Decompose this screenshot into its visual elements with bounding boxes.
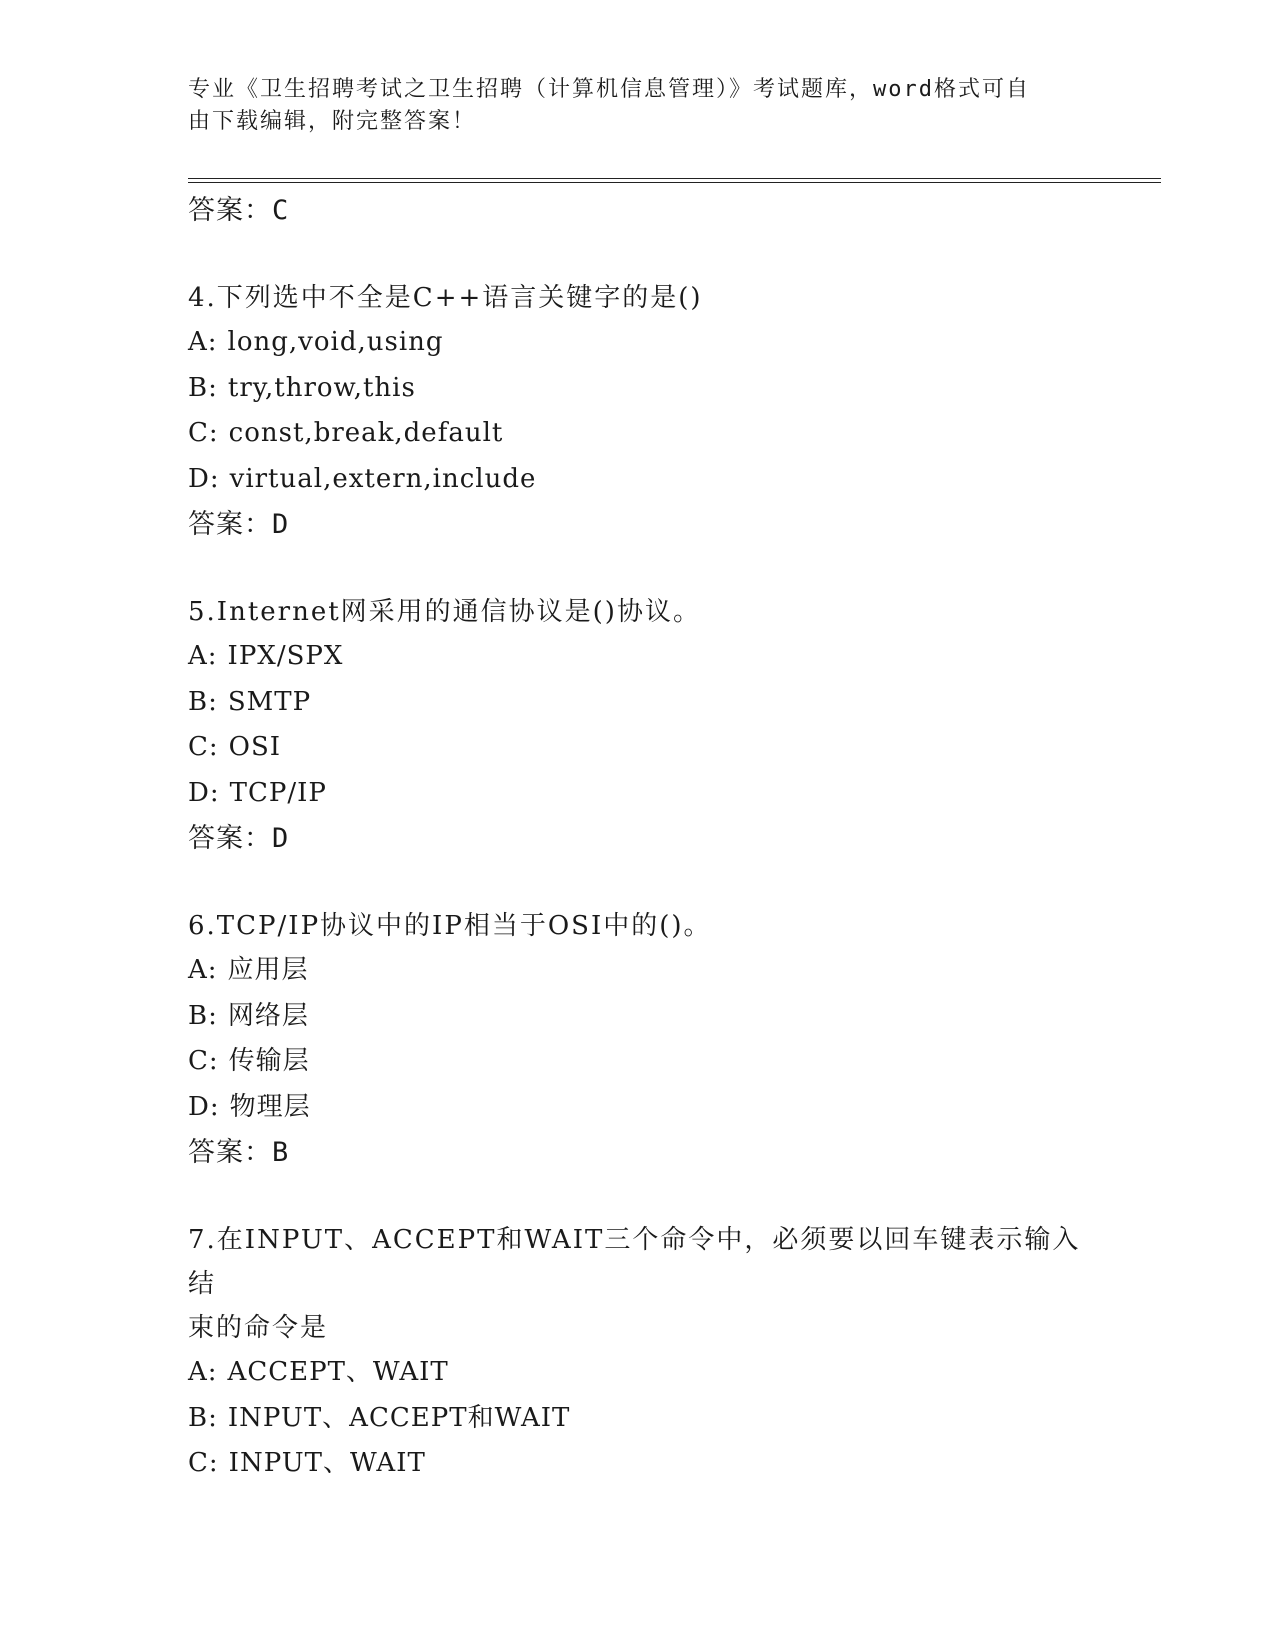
option-key: A [188,641,208,671]
option-key: D [188,777,210,808]
option-key: C [188,732,209,762]
header-line-2: 由下载编辑，附完整答案！ [188,109,477,134]
option-separator: : [209,1091,220,1122]
option-c [188,411,1088,457]
option-separator: : [208,1000,218,1031]
option-separator: : [208,1448,219,1478]
option-text: 应用层 [227,955,309,985]
option-separator: : [209,777,220,808]
option-key: D [188,463,210,494]
option-key: B [188,372,209,403]
option-text: INPUT、WAIT [228,1448,426,1478]
option-text: IPX/SPX [227,641,344,671]
option-key: A [188,955,208,985]
option-d [188,1085,1088,1131]
option-separator: : [208,732,219,762]
option-text: 网络层 [227,1000,309,1031]
option-separator: : [207,641,218,671]
question-list [188,188,1088,1487]
option-text: try,throw,this [227,372,416,403]
option-key: C [188,1046,209,1076]
option-c [188,1441,1088,1487]
option-separator: : [207,1357,218,1387]
option-text: 传输层 [228,1046,310,1076]
option-key: B [188,686,209,717]
question-stem: 4.下列选中不全是C++语言关键字的是() [188,283,703,313]
option-c [188,1039,1088,1085]
option-text: long,void,using [227,327,444,357]
answer-line: 答案：D [188,823,290,854]
answer-line: 答案：B [188,1137,290,1168]
question-item [188,1218,1088,1487]
option-a [188,1350,1088,1396]
question-stem-line-2: 束的命令是 [188,1313,329,1343]
option-d [188,771,1088,817]
option-separator: : [207,327,218,357]
option-key: C [188,1448,209,1478]
option-text: INPUT、ACCEPT和WAIT [227,1402,571,1433]
answer-line: 答案：C [188,195,290,226]
question-item [188,904,1088,1176]
option-separator: : [208,686,218,717]
question-stem-line-1: 7.在INPUT、ACCEPT和WAIT三个命令中，必须要以回车键表示输入结 [188,1225,1081,1299]
option-d [188,457,1088,503]
question-stem: 6.TCP/IP协议中的IP相当于OSI中的()。 [188,911,712,941]
option-separator: : [207,955,218,985]
option-key: A [188,327,208,357]
option-text: TCP/IP [229,777,327,808]
option-text: 物理层 [229,1091,311,1122]
option-key: C [188,418,209,448]
option-text: OSI [228,732,282,762]
header-divider [188,178,1161,179]
option-text: virtual,extern,include [229,463,537,494]
header-line-1: 专业《卫生招聘考试之卫生招聘（计算机信息管理）》考试题库，word格式可自 [188,77,1030,102]
option-key: A [188,1357,208,1387]
option-separator: : [208,1046,219,1076]
option-b [188,994,1088,1040]
option-separator: : [208,418,219,448]
option-key: B [188,1402,209,1433]
option-b [188,1396,1088,1442]
option-c [188,725,1088,771]
question-item [188,590,1088,862]
option-a [188,320,1088,366]
option-key: B [188,1000,209,1031]
option-a [188,948,1088,994]
option-b [188,680,1088,726]
question-stem: 5.Internet网采用的通信协议是()协议。 [188,597,701,627]
option-text: ACCEPT、WAIT [227,1357,449,1387]
answer-line: 答案：D [188,509,290,540]
header-divider-double [188,182,1161,183]
option-a [188,634,1088,680]
option-key: D [188,1091,210,1122]
question-item [188,276,1088,548]
option-text: SMTP [227,686,312,717]
option-separator: : [208,1402,218,1433]
option-separator: : [209,463,220,494]
option-b [188,366,1088,412]
option-text: const,break,default [228,418,504,448]
option-separator: : [208,372,218,403]
document-header [188,74,1068,138]
